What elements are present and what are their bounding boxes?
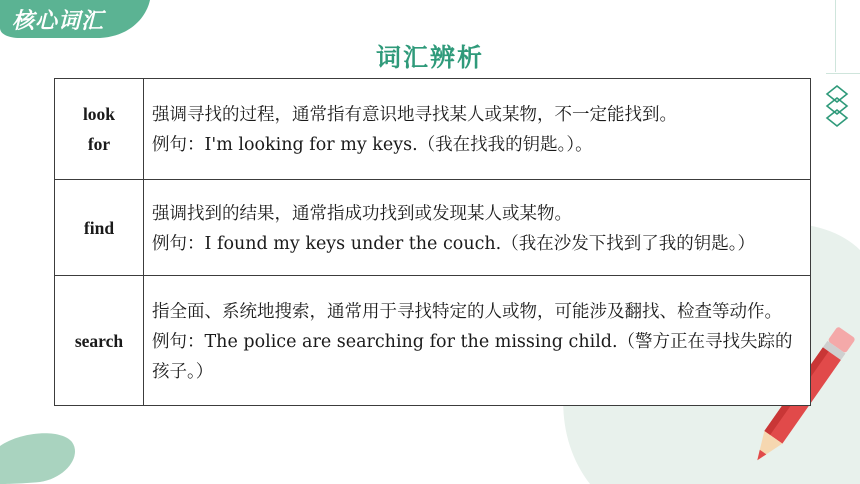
definition-cell (144, 180, 811, 276)
diamond-chain-icon (822, 84, 852, 130)
table-row (55, 276, 811, 406)
page-title: 词汇辨析 (375, 43, 484, 72)
term-cell (55, 276, 144, 406)
example-text: 例句：I found my keys under the couch.（我在沙发下找到了我的钥匙。） (152, 233, 755, 254)
table-row (55, 79, 811, 180)
definition-cell (144, 276, 811, 406)
definition-text: 强调找到的结果，通常指成功找到或发现某人或某物。 (152, 203, 572, 224)
example-text: 例句：I'm looking for my keys.（我在找我的钥匙。）。 (152, 135, 593, 155)
corner-blob (0, 428, 80, 484)
definition-text: 强调寻找的过程，通常指有意识地寻找某人或某物，不一定能找到。 (152, 105, 677, 125)
example-text: 例句：The police are searching for the missing child.（警方正在寻找失踪的孩子。） (152, 331, 793, 382)
definition-text: 指全面、系统地搜索，通常用于寻找特定的人或物，可能涉及翻找、检查等动作。 (152, 301, 782, 322)
term-cell (55, 180, 144, 276)
term-text: look for (82, 104, 116, 154)
term-text: find (83, 217, 115, 238)
definition-cell (144, 79, 811, 180)
term-text: search (74, 330, 124, 351)
table-row (55, 180, 811, 276)
section-badge: 核心词汇 (12, 9, 105, 34)
vocab-table (54, 78, 811, 406)
term-cell (55, 79, 144, 180)
